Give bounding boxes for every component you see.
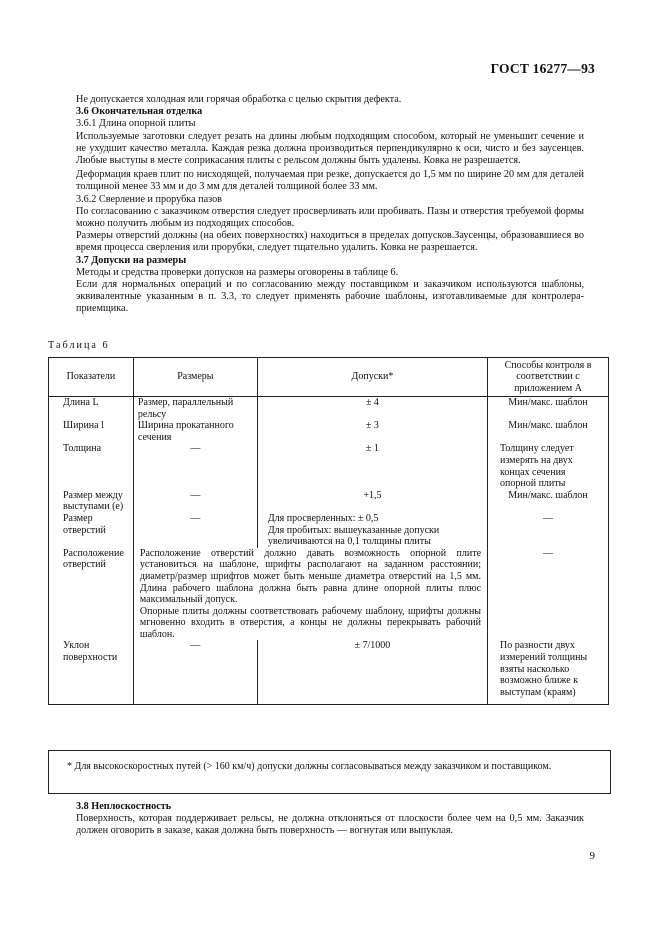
table-cell: Мин/макс. шаблон: [488, 490, 609, 513]
table-cell: —: [133, 513, 257, 548]
table-footnote-box: [48, 750, 611, 794]
table-row: [49, 420, 609, 443]
paragraph: Методы и средства проверки допусков на размеры оговорены в таблице 6.: [76, 266, 399, 278]
table-cell: —: [133, 443, 257, 489]
table-row: [49, 397, 609, 421]
table-cell: По разности двух измерений толщины взяты насколько возможно ближе к выступам (краям): [488, 640, 609, 704]
table-cell: —: [488, 548, 609, 641]
body-top: [76, 94, 584, 316]
table-header: Показатели: [49, 358, 134, 397]
table-cell: Уклон поверхности: [49, 640, 134, 704]
table-cell: Размер отверстий: [49, 513, 134, 548]
table-cell: +1,5: [257, 490, 487, 513]
paragraph: По согласованию с заказчиком отверстия следует просверливать или пробивать. Пазы и отверстия требуемой формы можно получить любым из подходящих способов.: [76, 205, 584, 230]
paragraph: Деформация краев плит по нисходящей, получаемая при резке, допускается до 1,5 мм по ширине 20 мм для деталей толщиной менее 33 мм и до 3 мм для деталей толщиной более 33 мм.: [76, 169, 584, 193]
table-row: [49, 443, 609, 489]
section-heading: 3.6 Окончательная отделка: [76, 106, 203, 118]
table-cell: Ширина l: [49, 420, 134, 443]
table-cell: —: [133, 490, 257, 513]
table-cell: ± 1: [257, 443, 487, 489]
table-cell: —: [133, 640, 257, 704]
body-bottom: [76, 801, 584, 838]
section-heading: 3.7 Допуски на размеры: [76, 254, 187, 266]
table-row: [49, 513, 609, 548]
table-cell: Толщину следует измерять на двух концах сечения опорной плиты: [488, 443, 609, 489]
table-row: [49, 640, 609, 704]
table-footnote: * Для высокоскоростных путей (> 160 км/ч) допуски должны согласовываться между заказчиком и поставщиком.: [67, 761, 552, 772]
table-header: Способы контроля в соответствии с приложением А: [488, 358, 609, 397]
table-cell: Расположение отверстий: [49, 548, 134, 641]
table-cell-merged: Расположение отверстий должно давать возможность опорной плите установиться на шаблоне, шрифты располагают на заданном расстоянии; диаметр/размер шрифтов может быть меньше диаметра отверстий на 1,5 мм. Длина рабочего шаблона должна быть равна длине опорной плиты плюс максимальный допуск. Опорные плиты должны соответствовать рабочему шаблону, шрифты должны мгновенно входить в отверстия, а концы не должны перекрывать рабочий шаблон.: [133, 548, 487, 641]
section-heading: 3.8 Неплоскостность: [76, 801, 172, 812]
table-cell: Для просверленных: ± 0,5 Для пробитых: вышеуказанные допуски увеличиваются на 0,1 толщины плиты: [257, 513, 487, 548]
table-header: Допуски*: [257, 358, 487, 397]
paragraph: Поверхность, которая поддерживает рельсы, не должна отклоняться от плоскости более чем на 0,5 мм. Заказчик должен оговорить в заказе, какая должна быть поверхность — вогнутая или выпуклая.: [76, 813, 584, 837]
table-cell: Ширина прокатанного сечения: [133, 420, 257, 443]
table-cell: Толщина: [49, 443, 134, 489]
paragraph: Если для нормальных операций и по согласованию между поставщиком и заказчиком используются шаблоны, эквивалентные указанным в п. 3.3, то следует применять рабочие шаблоны, изготавливаемые для контролера-приемщика.: [76, 279, 584, 315]
table-cell: ± 3: [257, 420, 487, 443]
document-id: ГОСТ 16277—93: [490, 61, 595, 76]
paragraph: Используемые заготовки следует резать на длины любым подходящим способом, который не уменьшит сечение и не ухудшит качество металла. Каждая резка должна производиться перпендикулярно к оси, чисто и без заусенцев. Любые выступы в месте соприкасания плиты с рельсом должны быть удалены. Ковка не разрешается.: [76, 130, 584, 167]
paragraph: Не допускается холодная или горячая обработка с целью скрытия дефекта.: [76, 94, 402, 105]
table-cell: Размер, параллельный рельсу: [133, 397, 257, 421]
tolerance-table: [48, 357, 609, 705]
table-cell: Мин/макс. шаблон: [488, 397, 609, 421]
table-cell: Длина L: [49, 397, 134, 421]
table-header-row: [49, 358, 609, 397]
table-header: Размеры: [133, 358, 257, 397]
table-cell: —: [488, 513, 609, 548]
table-cell: Мин/макс. шаблон: [488, 420, 609, 443]
table-cell: ± 4: [257, 397, 487, 421]
table-row: [49, 490, 609, 513]
page-number: 9: [589, 850, 595, 862]
table-cell: ± 7/1000: [257, 640, 487, 704]
table-caption: Таблица 6: [48, 340, 110, 351]
subsection-heading: 3.6.1 Длина опорной плиты: [76, 118, 196, 130]
subsection-heading: 3.6.2 Сверление и прорубка пазов: [76, 193, 222, 205]
table-row: [49, 548, 609, 641]
paragraph: Размеры отверстий должны (на обеих поверхностях) находиться в пределах допусков.Заусенцы, образовавшиеся во время процесса сверления или прорубки, следует тщательно удалить. Ковка не разрешается.: [76, 230, 584, 254]
table-cell: Размер между выступами (е): [49, 490, 134, 513]
